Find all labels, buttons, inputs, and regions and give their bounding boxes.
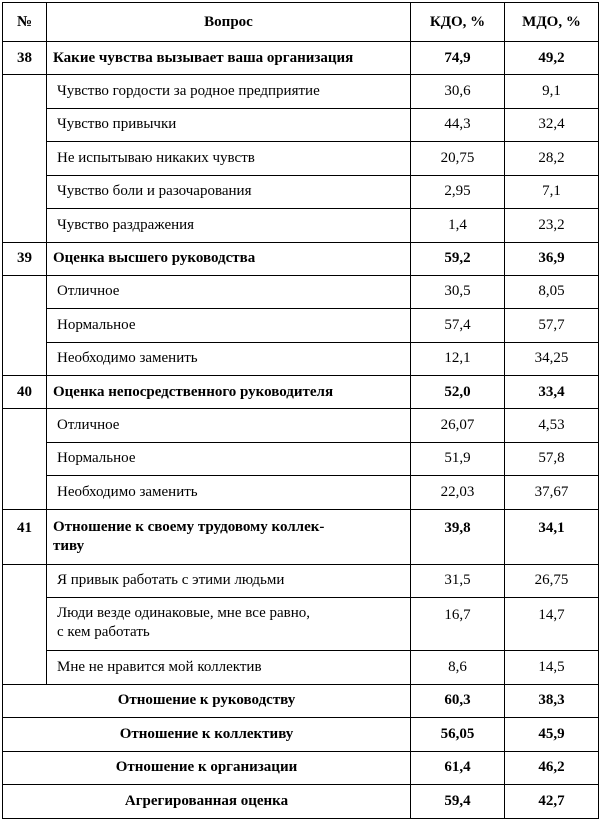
kdo-value: 30,6 xyxy=(411,75,505,109)
mdo-value: 49,2 xyxy=(505,42,599,75)
col-kdo-header: КДО, % xyxy=(411,3,505,42)
answer-row xyxy=(3,564,599,598)
mdo-value: 26,75 xyxy=(505,564,599,598)
mdo-value: 7,1 xyxy=(505,175,599,209)
question-row-39 xyxy=(3,242,599,275)
answer-label: Необходимо заменить xyxy=(47,476,411,510)
answer-row xyxy=(3,476,599,510)
mdo-value: 33,4 xyxy=(505,376,599,409)
answer-row xyxy=(3,598,599,651)
answer-label-line2: с кем работать xyxy=(57,624,150,640)
empty-num-cell xyxy=(3,275,47,376)
question-title: Какие чувства вызывает ваша организация xyxy=(47,42,411,75)
answer-label: Необходимо заменить xyxy=(47,342,411,376)
mdo-value: 34,25 xyxy=(505,342,599,376)
kdo-value: 39,8 xyxy=(411,509,505,564)
answer-row xyxy=(3,275,599,309)
kdo-value: 74,9 xyxy=(411,42,505,75)
answer-row xyxy=(3,651,599,685)
kdo-value: 22,03 xyxy=(411,476,505,510)
kdo-value: 20,75 xyxy=(411,142,505,176)
answer-row xyxy=(3,175,599,209)
kdo-value: 12,1 xyxy=(411,342,505,376)
answer-label: Нормальное xyxy=(47,309,411,343)
question-title: Оценка высшего руководства xyxy=(47,242,411,275)
kdo-value: 60,3 xyxy=(411,684,505,718)
question-number: 40 xyxy=(3,376,47,409)
survey-table xyxy=(2,2,599,819)
question-row-38 xyxy=(3,42,599,75)
answer-row xyxy=(3,209,599,243)
summary-row xyxy=(3,785,599,819)
mdo-value: 38,3 xyxy=(505,684,599,718)
question-row-41 xyxy=(3,509,599,564)
question-number: 38 xyxy=(3,42,47,75)
header-row xyxy=(3,3,599,42)
mdo-value: 8,05 xyxy=(505,275,599,309)
mdo-value: 42,7 xyxy=(505,785,599,819)
question-row-40 xyxy=(3,376,599,409)
summary-label: Агрегированная оценка xyxy=(3,785,411,819)
answer-label: Чувство привычки xyxy=(47,108,411,142)
kdo-value: 1,4 xyxy=(411,209,505,243)
kdo-value: 16,7 xyxy=(411,598,505,651)
kdo-value: 44,3 xyxy=(411,108,505,142)
question-title-line2: тиву xyxy=(53,537,85,554)
kdo-value: 30,5 xyxy=(411,275,505,309)
question-number: 39 xyxy=(3,242,47,275)
mdo-value: 46,2 xyxy=(505,751,599,785)
answer-label: Мне не нравится мой коллектив xyxy=(47,651,411,685)
kdo-value: 26,07 xyxy=(411,409,505,443)
col-mdo-header: МДО, % xyxy=(505,3,599,42)
answer-row xyxy=(3,75,599,109)
answer-label: Чувство гордости за родное предприятие xyxy=(47,75,411,109)
kdo-value: 59,4 xyxy=(411,785,505,819)
answer-label-line1: Люди везде одинаковые, мне все равно, xyxy=(57,605,311,621)
summary-row xyxy=(3,684,599,718)
kdo-value: 61,4 xyxy=(411,751,505,785)
mdo-value: 32,4 xyxy=(505,108,599,142)
answer-label: Чувство боли и разочарования xyxy=(47,175,411,209)
mdo-value: 36,9 xyxy=(505,242,599,275)
mdo-value: 14,7 xyxy=(505,598,599,651)
summary-label: Отношение к организации xyxy=(3,751,411,785)
col-question-header: Вопрос xyxy=(47,3,411,42)
question-title: Оценка непосредственного руководителя xyxy=(47,376,411,409)
answer-row xyxy=(3,309,599,343)
empty-num-cell xyxy=(3,409,47,510)
kdo-value: 59,2 xyxy=(411,242,505,275)
empty-num-cell xyxy=(3,564,47,684)
mdo-value: 23,2 xyxy=(505,209,599,243)
mdo-value: 28,2 xyxy=(505,142,599,176)
mdo-value: 9,1 xyxy=(505,75,599,109)
answer-label: Я привык работать с этими людьми xyxy=(47,564,411,598)
mdo-value: 34,1 xyxy=(505,509,599,564)
col-num-header: № xyxy=(3,3,47,42)
mdo-value: 4,53 xyxy=(505,409,599,443)
mdo-value: 57,8 xyxy=(505,442,599,476)
kdo-value: 52,0 xyxy=(411,376,505,409)
mdo-value: 14,5 xyxy=(505,651,599,685)
question-title-line1: Отношение к своему трудовому коллек- xyxy=(53,518,325,535)
answer-row xyxy=(3,108,599,142)
answer-row xyxy=(3,342,599,376)
kdo-value: 2,95 xyxy=(411,175,505,209)
answer-label: Не испытываю никаких чувств xyxy=(47,142,411,176)
kdo-value: 31,5 xyxy=(411,564,505,598)
summary-row xyxy=(3,751,599,785)
answer-row xyxy=(3,442,599,476)
mdo-value: 45,9 xyxy=(505,718,599,752)
summary-label: Отношение к руководству xyxy=(3,684,411,718)
answer-row xyxy=(3,142,599,176)
mdo-value: 37,67 xyxy=(505,476,599,510)
answer-label: Отличное xyxy=(47,275,411,309)
answer-label: Отличное xyxy=(47,409,411,443)
empty-num-cell xyxy=(3,75,47,243)
kdo-value: 56,05 xyxy=(411,718,505,752)
answer-label: Нормальное xyxy=(47,442,411,476)
summary-row xyxy=(3,718,599,752)
kdo-value: 57,4 xyxy=(411,309,505,343)
answer-row xyxy=(3,409,599,443)
answer-label: Чувство раздражения xyxy=(47,209,411,243)
kdo-value: 51,9 xyxy=(411,442,505,476)
question-title xyxy=(47,509,411,564)
question-number: 41 xyxy=(3,509,47,564)
kdo-value: 8,6 xyxy=(411,651,505,685)
summary-label: Отношение к коллективу xyxy=(3,718,411,752)
answer-label xyxy=(47,598,411,651)
mdo-value: 57,7 xyxy=(505,309,599,343)
